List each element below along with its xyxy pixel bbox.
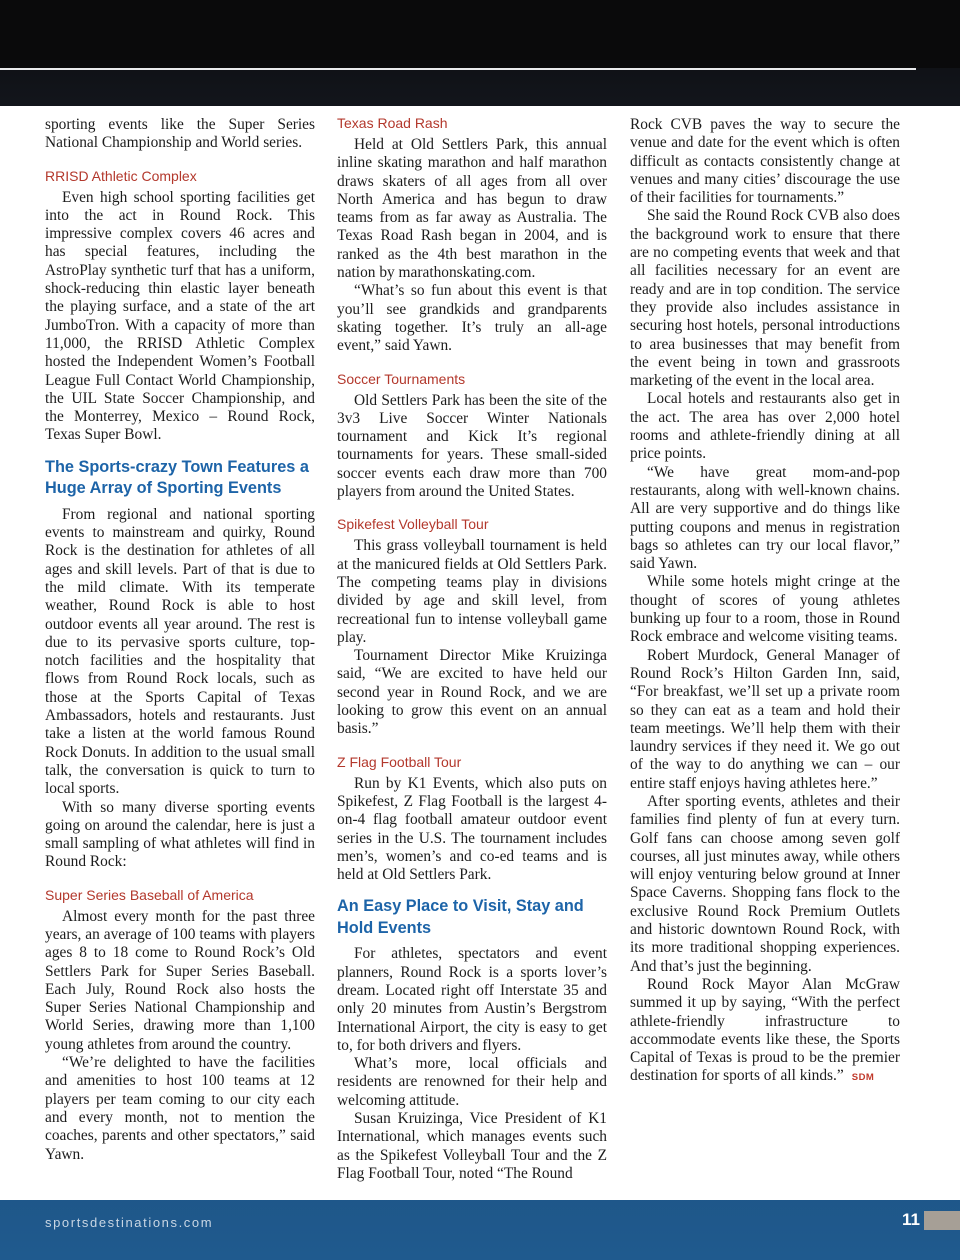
top-banner [0,0,960,68]
paragraph: Even high school sporting facilities get into the act in Round Rock. This impressive complex covers 46 acres and has special features, including the AstroPlay synthetic turf that has a uniform, shock-reducing thin elastic layer beneath the playing surface, and a state of the art JumboTron. With a capacity of more than 11,000, the RRISD Athletic Complex hosted the Independent Women’s Football League Full Contact World Championship, the UIL State Soccer Championship, and the Monterrey, Mexico – Round Rock, Texas Super Bowl. [45,188,315,444]
paragraph: Tournament Director Mike Kruizinga said, “We are excited to have held our second year in Round Rock, and we are looking to grow this event on an annual basis.” [337,647,607,738]
paragraph: What’s more, local officials and residents are renowned for their help and welcoming attitude. [337,1055,607,1109]
paragraph: “We’re delighted to have the facilities and amenities to host 100 teams at 12 players per team coming to our city each and every month, not to mention the coaches, parents and other spectators,” said Yawn. [45,1054,315,1163]
page-number: 11 [902,1210,920,1229]
top-rule [0,68,916,70]
column-2 [337,116,607,1183]
paragraph: Held at Old Settlers Park, this annual inline skating marathon and half marathon draws skaters of all ages from all over North America and has begun to draw teams from as far away as Australia. The Texas Road Rash began in 2004, and is ranked as the 4th best marathon in the nation by marathonskating.com. [337,136,607,282]
paragraph: Old Settlers Park has been the site of the 3v3 Live Soccer Winter Nationals tournament and Kick It’s regional tournaments for years. These small-sided soccer events each draw more than 700 players from around the United States. [337,391,607,501]
paragraph: For athletes, spectators and event planners, Round Rock is a sports lover’s dream. Located right off Interstate 35 and only 20 minutes from Austin’s Bergstrom International Airport, the city is easy to get to, for both drivers and flyers. [337,945,607,1054]
subheading-rrisd: RRISD Athletic Complex [45,167,197,184]
article-page [0,106,960,1200]
subheading-spikefest: Spikefest Volleyball Tour [337,516,489,533]
paragraph: Local hotels and restaurants also get in the act. The area has over 2,000 hotel rooms and athlete-friendly dining at all price points. [630,390,900,463]
paragraph: Almost every month for the past three years, an average of 100 teams with players ages 8 to 18 come to Round Rock’s Old Settlers Park for Super Series Baseball. Each July, Round Rock also hosts the Super Series National Championship and World Series, drawing more than 1,100 young athletes from around the country. [45,907,315,1053]
paragraph: Run by K1 Events, which also puts on Spikefest, Z Flag Football is the largest 4-on-4 flag football amateur outdoor event series in the U.S. The tournament includes men’s, women’s and co-ed teams and is held at Old Settlers Park. [337,774,607,884]
footer-url: sportsdestinations.com [45,1215,214,1230]
subheading-z-flag: Z Flag Football Tour [337,753,462,770]
subheading-super-series: Super Series Baseball of America [45,886,254,903]
column-3 [630,116,900,1088]
paragraph: With so many diverse sporting events going on around the calendar, here is just a small sampling of what athletes will find in Round Rock: [45,798,315,871]
paragraph: After sporting events, athletes and their families find plenty of fun at every turn. Golf fans can choose among seven golf courses, all just minutes away, while others will enjoy venturing below ground at Inner Space Caverns. Shopping fans flock to the exclusive Round Rock Premium Outlets and historic downtown Round Rock, with its more traditional shopping experiences. And that’s just the beginning. [630,792,900,975]
section-heading-sports-crazy: The Sports-crazy Town Features a Huge Array of Sporting Events [45,457,309,498]
paragraph: “What’s so fun about this event is that you’ll see grandkids and grandparents skating together. It’s truly an all-age event,” said Yawn. [337,282,607,355]
subheading-texas-road-rash: Texas Road Rash [337,115,448,131]
paragraph: “We have great mom-and-pop restaurants, along with well-known chains. All are very supportive and do things like putting coupons and menus in registration bags so athletes can try our local flavor,” said Yawn. [630,463,900,573]
paragraph: Susan Kruizinga, Vice President of K1 International, which manages events such as the Spikefest Volleyball Tour and the Z Flag Football Tour, noted “The Round [337,1110,607,1182]
paragraph: From regional and national sporting events to mainstream and quirky, Round Rock is the destination for athletes of all ages and skill levels. Part of that is due to the mild climate. With its temperate weather, Round Rock is able to host outdoor events all year around. The rest is due to its pervasive sports culture, top-notch facilities and the hospitality that flows from Round Rock locals, such as those at the Sports Capital of Texas Ambassadors, hotels and restaurants. Just take a listen at the world famous Round Rock Donuts. In addition to the usual small talk, the conversation is quick to turn to local sports. [45,505,315,798]
paragraph-final [630,976,900,1088]
column-1 [45,116,315,1164]
paragraph: This grass volleyball tournament is held at the manicured fields at Old Settlers Park. The competing teams play in divisions divided by age and skill level, from recreational fun to intense volleyball game play. [337,537,607,646]
paragraph: sporting events like the Super Series National Championship and World series. [45,116,315,152]
section-heading-easy-place: An Easy Place to Visit, Stay and Hold Events [337,897,584,937]
subheading-soccer: Soccer Tournaments [337,370,466,387]
page-tab [924,1211,960,1230]
paragraph: Robert Murdock, General Manager of Round Rock’s Hilton Garden Inn, said, “For breakfast, we’ll set up a private room so they can eat as a team and hold their team meetings. We’ll help them with their laundry services if they need it. We go out of the way to do anything we can – our entire staff enjoys having athletes here.” [630,646,900,792]
final-paragraph-text: Round Rock Mayor Alan McGraw summed it up by saying, “With the perfect athlete-friendly infrastructure to accommodate events like these, the Sports Capital of Texas is proud to be the premier destination for sports of all kinds.” [630,975,900,1085]
end-mark-logo: SDM [851,1072,875,1084]
paragraph: While some hotels might cringe at the thought of scores of young athletes bunking up four to a room, those in Round Rock embrace and welcome visiting teams. [630,573,900,646]
paragraph: She said the Round Rock CVB also does the background work to ensure that there are no competing events that week and that all facilities necessary for an event are ready and are in top condition. The service they provide also includes assistance in securing host hotels, personal introductions to area businesses that may benefit from the event being in town and grassroots marketing of the event in the local area. [630,207,900,390]
paragraph: Rock CVB paves the way to secure the venue and date for the event which is often difficult as contacts consistently change at venues and many cities’ discourage the use of their facilities for tournaments.” [630,116,900,207]
